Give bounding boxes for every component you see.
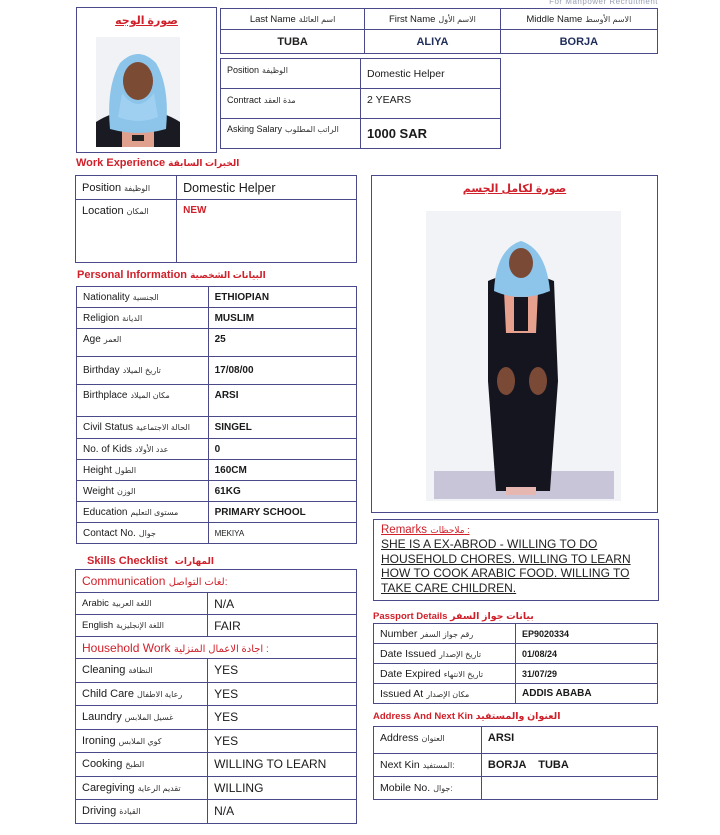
middle-name-header: Middle Name الاسم الأوسط xyxy=(500,9,657,30)
personal-row-value: SINGEL xyxy=(208,417,356,439)
task-row-label xyxy=(76,659,208,683)
body-photo-title: صورة لكامل الجسم xyxy=(462,183,567,195)
label-ar: مكان الميلاد xyxy=(130,391,170,400)
label-en: Birthday xyxy=(83,365,120,376)
personal-row-label xyxy=(77,417,209,439)
label-en: Birthplace xyxy=(83,390,128,401)
label-en: Civil Status xyxy=(83,422,134,433)
job-row-position xyxy=(221,59,501,89)
task-row-value: YES xyxy=(208,706,357,730)
passport-row xyxy=(374,664,658,684)
job-value: Domestic Helper xyxy=(361,59,501,89)
personal-row xyxy=(77,523,357,544)
address-row-label xyxy=(374,754,482,777)
first-name-header: First Name الاسم الأول xyxy=(365,9,500,30)
label-ar: كوي الملابس xyxy=(118,736,162,746)
remarks-text: SHE IS A EX-ABROD - WILLING TO DO HOUSEHOLD CHORES. WILLING TO LEARN HOW TO COOK ARABIC FOOD. WILLING TO TAKE CARE CHILDREN. xyxy=(381,537,631,595)
names-table xyxy=(220,8,658,54)
address-row-value: BORJA TUBA xyxy=(481,754,657,777)
address-row-label xyxy=(374,777,482,800)
label-ar: تاريخ الميلاد xyxy=(122,366,161,375)
label-en: Ironing xyxy=(82,734,116,747)
label-en: Education xyxy=(83,506,128,518)
face-photo-title: صورة الوجه xyxy=(115,15,178,27)
body-photo xyxy=(426,211,621,501)
label-en: No. of Kids xyxy=(83,443,132,455)
label-en: Caregiving xyxy=(82,781,135,794)
label-ar: الجنسية xyxy=(132,292,159,302)
task-row xyxy=(76,753,357,777)
label-ar: العنوان xyxy=(421,734,445,743)
label-ar: المستفيد: xyxy=(422,761,455,770)
task-row-value: YES xyxy=(208,682,357,706)
passport-row xyxy=(374,684,658,704)
passport-table xyxy=(373,623,658,704)
personal-row-value: 160CM xyxy=(208,460,356,481)
body-photo-box xyxy=(371,175,658,513)
task-row xyxy=(76,706,357,730)
task-row xyxy=(76,682,357,706)
personal-row xyxy=(77,502,357,523)
label-ar: تاريخ الانتهاء xyxy=(443,669,484,679)
personal-row-value: 61KG xyxy=(208,481,356,502)
personal-row-label xyxy=(77,287,209,308)
address-row xyxy=(374,727,658,754)
task-row xyxy=(76,659,357,683)
label-ar: رقم جواز السفر xyxy=(420,629,474,639)
label-en: Laundry xyxy=(82,711,122,724)
task-row-value: N/A xyxy=(208,800,357,824)
task-row xyxy=(76,729,357,753)
communication-row xyxy=(76,570,357,593)
personal-row xyxy=(77,357,357,385)
personal-row-value: ETHIOPIAN xyxy=(208,287,356,308)
label-en: Contact No. xyxy=(83,527,136,539)
face-photo-box xyxy=(76,7,217,153)
label-ar: القيادة xyxy=(119,807,141,817)
label-en: Cleaning xyxy=(82,664,126,677)
passport-row-label xyxy=(374,624,516,644)
personal-row-value: MEKIYA xyxy=(208,523,356,544)
label-ar: عدد الأولاد xyxy=(134,444,169,454)
address-row-value xyxy=(481,777,657,800)
task-row-label xyxy=(76,800,208,824)
personal-row xyxy=(77,417,357,439)
work-experience-title: Work Experience الخبرات السابقة xyxy=(76,157,240,169)
job-label: Asking Salary الراتب المطلوب xyxy=(221,119,361,149)
personal-row-label xyxy=(77,385,209,417)
label-en: Nationality xyxy=(83,291,130,303)
task-row-label xyxy=(76,753,208,777)
language-row-label xyxy=(76,615,208,637)
task-row xyxy=(76,776,357,800)
label-en: Age xyxy=(83,334,101,345)
last-name-value: TUBA xyxy=(221,30,365,54)
passport-row xyxy=(374,624,658,644)
label-ar: اللغة الإنجليزية xyxy=(116,621,165,630)
label-ar: الوزن xyxy=(116,486,136,496)
task-row-label xyxy=(76,682,208,706)
label-en: Child Care xyxy=(82,687,134,700)
task-row xyxy=(76,800,357,824)
label-ar: الطول xyxy=(114,465,137,475)
language-row xyxy=(76,593,357,615)
task-row-label xyxy=(76,706,208,730)
address-title: Address And Next Kin العنوان والمستفيد xyxy=(373,711,561,722)
communication-label: Communication لغات التواصل: xyxy=(76,570,357,593)
label-en: Date Issued xyxy=(380,647,437,660)
skills-table xyxy=(75,569,357,824)
personal-row xyxy=(77,481,357,502)
personal-row-value: 0 xyxy=(208,439,356,460)
label-en: Arabic xyxy=(82,598,109,609)
label-en: Height xyxy=(83,464,112,476)
personal-row xyxy=(77,308,357,329)
passport-row-label xyxy=(374,664,516,684)
work-experience-table xyxy=(75,175,357,263)
task-row-value: WILLING TO LEARN xyxy=(208,753,357,777)
label-en: Driving xyxy=(82,805,117,818)
skills-title: Skills Checklist المهارات xyxy=(87,555,214,567)
label-en: Issued At xyxy=(380,687,424,700)
personal-row-value: ARSI xyxy=(208,385,356,417)
label-en: Next Kin xyxy=(380,759,420,771)
label-ar: العمر xyxy=(103,335,122,344)
label-ar: الحالة الاجتماعية xyxy=(136,423,190,432)
personal-row-value: MUSLIM xyxy=(208,308,356,329)
personal-row xyxy=(77,385,357,417)
language-row-value: FAIR xyxy=(208,615,357,637)
work-label: Location المكان xyxy=(76,200,177,263)
label-ar: مكان الإصدار xyxy=(426,689,470,699)
personal-info-title: Personal Information البيانات الشخصية xyxy=(77,269,266,281)
personal-row xyxy=(77,460,357,481)
label-en: Cooking xyxy=(82,758,123,771)
personal-row-label xyxy=(77,357,209,385)
passport-row xyxy=(374,644,658,664)
address-row-value: ARSI xyxy=(481,727,657,754)
label-ar: الديانة xyxy=(122,313,143,323)
remarks-box xyxy=(373,519,659,601)
label-en: Weight xyxy=(83,485,114,497)
address-table xyxy=(373,726,658,800)
label-en: Number xyxy=(380,627,418,640)
personal-row-label xyxy=(77,502,209,523)
passport-row-label xyxy=(374,684,516,704)
personal-row-label xyxy=(77,523,209,544)
label-ar: جوال: xyxy=(433,784,453,793)
address-row xyxy=(374,754,658,777)
passport-row-value: 31/07/29 xyxy=(516,664,658,684)
task-row-value: WILLING xyxy=(208,776,357,800)
personal-row-value: 17/08/00 xyxy=(208,357,356,385)
label-ar: تقديم الرعاية xyxy=(137,783,181,793)
job-label: Contract مدة العقد xyxy=(221,89,361,119)
passport-row-value: 01/08/24 xyxy=(516,644,658,664)
company-tagline: For Manpower Recruitment xyxy=(549,0,658,6)
label-ar: غسيل الملابس xyxy=(124,713,174,723)
work-value: NEW xyxy=(177,200,357,263)
first-name-value: ALIYA xyxy=(365,30,500,54)
label-ar: مستوى التعليم xyxy=(130,507,179,517)
label-ar: رعاية الاطفال xyxy=(136,689,183,699)
language-row xyxy=(76,615,357,637)
work-label: Position الوظيفة xyxy=(76,176,177,200)
task-row-label xyxy=(76,776,208,800)
label-en: Religion xyxy=(83,312,120,324)
personal-row-label xyxy=(77,481,209,502)
job-value: 1000 SAR xyxy=(361,119,501,149)
passport-row-value: EP9020334 xyxy=(516,624,658,644)
label-en: Mobile No. xyxy=(380,782,431,794)
job-row-salary xyxy=(221,119,501,149)
job-label: Position الوظيفة xyxy=(221,59,361,89)
task-row-value: YES xyxy=(208,659,357,683)
household-label: Household Work اجادة الاعمال المنزلية : xyxy=(76,637,357,659)
label-en: English xyxy=(82,620,114,631)
personal-row-value: PRIMARY SCHOOL xyxy=(208,502,356,523)
personal-row-label xyxy=(77,329,209,357)
personal-row-label xyxy=(77,308,209,329)
personal-row-label xyxy=(77,460,209,481)
personal-row xyxy=(77,329,357,357)
remarks-label: Remarks ملاحظات : xyxy=(381,524,470,536)
label-ar: اللغة العربية xyxy=(111,599,152,608)
personal-row-value: 25 xyxy=(208,329,356,357)
personal-row-label xyxy=(77,439,209,460)
label-ar: جوال xyxy=(138,528,156,538)
job-table xyxy=(220,58,501,149)
job-row-contract xyxy=(221,89,501,119)
label-en: Address xyxy=(380,732,419,744)
language-row-value: N/A xyxy=(208,593,357,615)
address-row xyxy=(374,777,658,800)
personal-row xyxy=(77,287,357,308)
face-photo xyxy=(96,37,180,147)
label-ar: تاريخ الإصدار xyxy=(439,649,482,659)
task-row-label xyxy=(76,729,208,753)
household-row xyxy=(76,637,357,659)
label-ar: النظافة xyxy=(128,666,153,676)
passport-row-label xyxy=(374,644,516,664)
middle-name-value: BORJA xyxy=(500,30,657,54)
address-row-label xyxy=(374,727,482,754)
personal-info-table xyxy=(76,286,357,544)
job-value: 2 YEARS xyxy=(361,89,501,119)
label-ar: الطبخ xyxy=(125,760,145,770)
passport-row-value: ADDIS ABABA xyxy=(516,684,658,704)
passport-title: Passport Details بيانات جواز السفر xyxy=(373,611,534,622)
work-value: Domestic Helper xyxy=(177,176,357,200)
last-name-header: Last Name اسم العائلة xyxy=(221,9,365,30)
task-row-value: YES xyxy=(208,729,357,753)
language-row-label xyxy=(76,593,208,615)
label-en: Date Expired xyxy=(380,667,441,680)
personal-row xyxy=(77,439,357,460)
